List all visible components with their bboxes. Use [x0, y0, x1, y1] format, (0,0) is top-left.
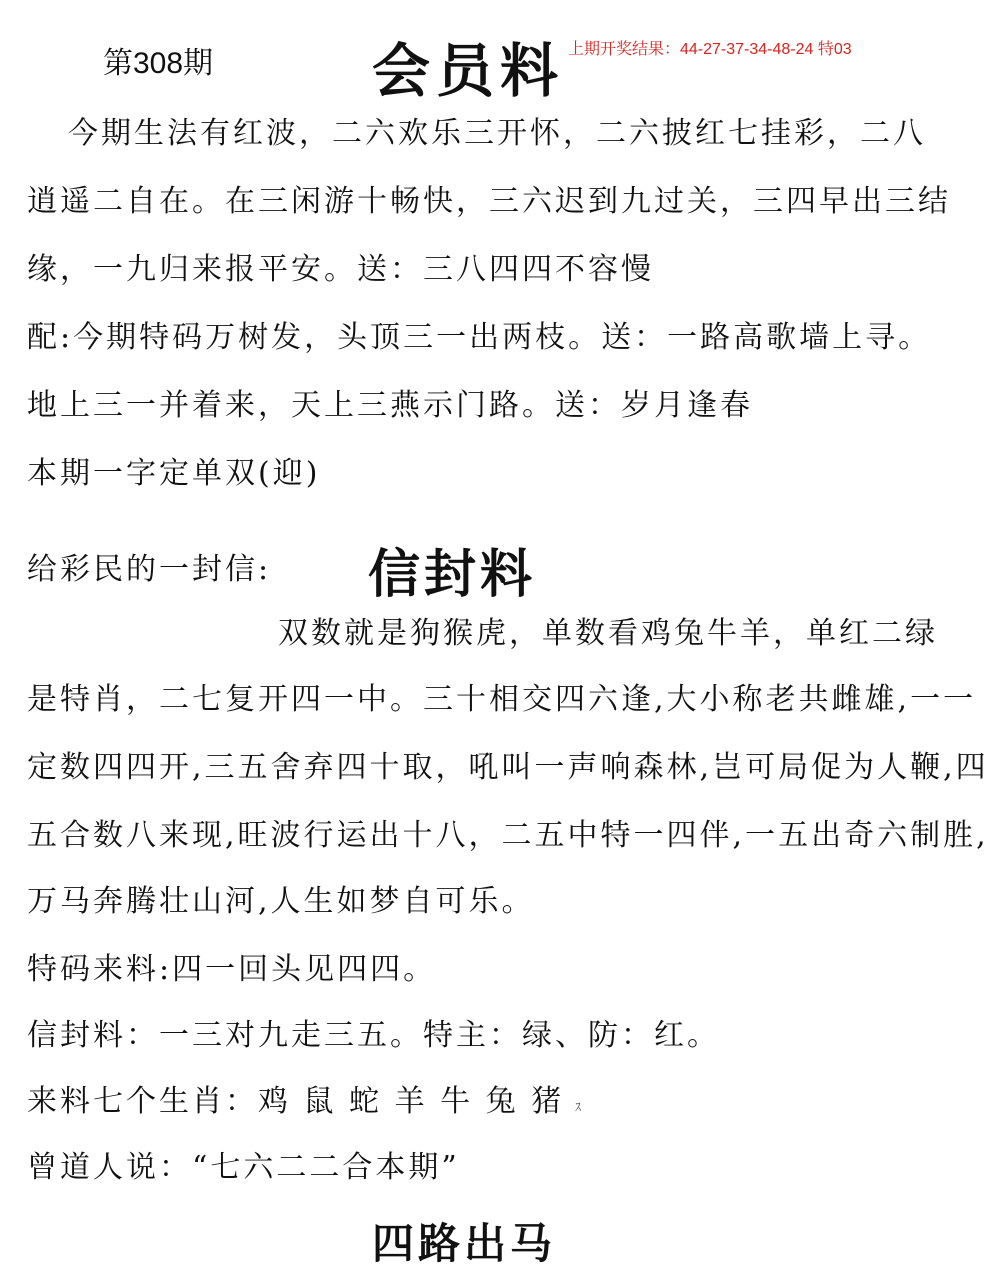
- text-line: 地上三一并着来，天上三燕示门路。送：岁月逢春: [27, 388, 753, 423]
- text-line: 今期生法有红波，二六欢乐三开怀，二六披红七挂彩，二八: [68, 116, 926, 151]
- text-line: 本期一字定单双(迎): [27, 456, 321, 491]
- text-line: 来料七个生肖：鸡 鼠 蛇 羊 牛 兔 猪: [27, 1084, 565, 1119]
- text-line: 逍遥二自在。在三闲游十畅快，三六迟到九过关，三四早出三结: [27, 184, 951, 219]
- section-title: 信封料: [368, 544, 537, 605]
- text-line: 曾道人说：“七六二二合本期”: [27, 1150, 460, 1185]
- text-line: 定数四四开,三五舍弃四十取，吼叫一声响森林,岂可局促为人鞭,四: [27, 750, 989, 785]
- text-line: 五合数八来现,旺波行运出十八，二五中特一四伴,一五出奇六制胜,: [27, 818, 989, 853]
- text-line: 信封料：一三对九走三五。特主：绿、防：红。: [27, 1018, 720, 1053]
- text-line: 特码来料:四一回头见四四。: [27, 952, 437, 987]
- text-line: 是特肖，二七复开四一中。三十相交四六逢,大小称老共雌雄,一一: [27, 682, 977, 717]
- text-line: 万马奔腾壮山河,人生如梦自可乐。: [27, 884, 535, 919]
- stray-mark: ｽ: [575, 1100, 582, 1114]
- issue-number: 第308期: [103, 47, 214, 80]
- text-line: 配:今期特码万树发，头顶三一出两枝。送：一路高歌墙上寻。: [27, 320, 932, 355]
- footer-title: 四路出马: [372, 1219, 557, 1268]
- page-title: 会员料: [372, 37, 565, 105]
- text-line: 缘，一九归来报平安。送：三八四四不容慢: [27, 252, 654, 287]
- last-result: 上期开奖结果：44-27-37-34-48-24 特03: [568, 41, 852, 58]
- letter-intro: 给彩民的一封信:: [27, 552, 272, 587]
- text-line: 双数就是狗猴虎，单数看鸡兔牛羊，单红二绿: [278, 616, 938, 651]
